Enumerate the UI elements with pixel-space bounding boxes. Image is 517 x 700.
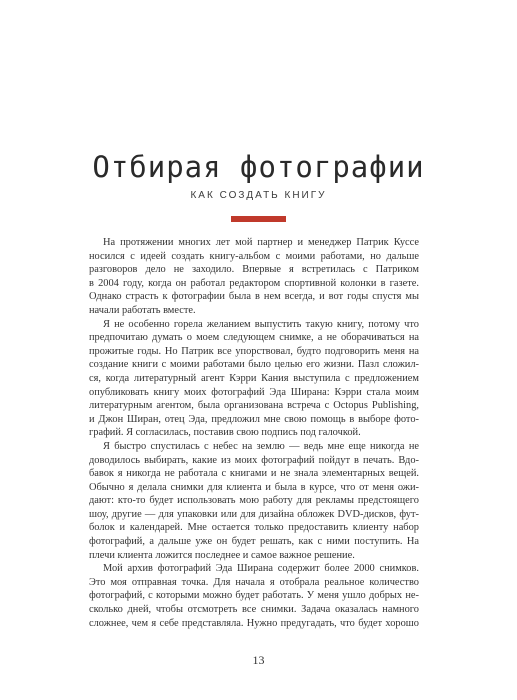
text-line: дают: кто-то будет использовать мою работу для рекламы предстоящего	[89, 495, 419, 507]
page-number: 13	[252, 653, 265, 667]
text-line: фотографий, а дальше уже он будет решать, как с ними поступить. На	[89, 536, 419, 548]
paragraph	[89, 318, 419, 440]
text-line: прожитые годы. Но Патрик все упорствовал, будто подговорить меня на	[89, 345, 419, 357]
text-line: фотографий, с которыми можно будет работать. У меня ушло добрых не-	[89, 590, 419, 602]
text-line: и Джон Ширан, отец Эда, предложил мне свою помощь в выборе фото-	[89, 413, 419, 425]
text-line: Мой архив фотографий Эда Ширана содержит более 2000 снимков.	[103, 563, 419, 575]
body-text	[89, 236, 419, 630]
text-line: бавок я никогда не работала с книгами и не знала элементарных вещей.	[89, 468, 419, 480]
text-line: в 2004 году, когда он работал редактором спортивной колонки в газете.	[89, 277, 419, 289]
text-line: предпочитаю думать о моем следующем снимке, а не оборачиваться на	[89, 332, 419, 344]
text-line: плечи клиента ложится последнее и самое важное решение.	[89, 549, 355, 561]
text-line: разговоров дело не заходило. Впервые я встретилась с Патриком	[89, 264, 419, 276]
chapter-title: Отбирая фотографии	[92, 150, 425, 184]
text-line: На протяжении многих лет мой партнер и менеджер Патрик Куссе	[103, 237, 419, 248]
text-line: литературным агентом, была организована встреча с Octopus Publishing,	[89, 400, 419, 412]
text-line: опубликовать книгу моих фотографий Эда Ширана: Кэрри стала моим	[89, 386, 419, 398]
text-line: носился с идеей создать книгу-альбом с моими работами, но дальше	[89, 250, 419, 262]
text-line: сколько дней, чтобы отсмотреть все снимки. Задача оказалась намного	[89, 604, 419, 616]
accent-rule	[231, 216, 286, 222]
text-line: Обычно я делала снимки для клиента и была в курсе, что от меня ожи-	[89, 481, 419, 493]
text-line: шоу, другие — для упаковки или для дизайна обложек DVD-дисков, фут-	[89, 508, 419, 520]
text-line: доводилось выбирать, какие из моих фотографий пойдут в печать. Вдо-	[89, 454, 419, 466]
text-line: создание книги с моими работами было целью его жизни. Пазл сложил-	[89, 359, 419, 371]
paragraph	[89, 562, 419, 630]
text-line: Я быстро спустилась с небес на землю — ведь мне еще никогда не	[103, 440, 419, 452]
text-line: ся, когда литературный агент Кэрри Кания выступила с предложением	[89, 372, 419, 384]
text-line: начали работать вместе.	[89, 304, 196, 316]
text-line: болок и календарей. Мне остается только предоставить клиенту набор	[89, 522, 419, 534]
paragraph	[89, 236, 419, 318]
text-line: Однако страсть к фотографии была в нем всегда, и вот годы спустя мы	[89, 291, 419, 303]
chapter-subtitle: КАК СОЗДАТЬ КНИГУ	[190, 190, 327, 201]
paragraph	[89, 440, 419, 562]
text-line: Я не особенно горела желанием выпустить такую книгу, потому что	[103, 318, 419, 330]
text-line: Это моя отправная точка. Для начала я отобрала реальное количество	[89, 576, 419, 588]
text-line: сложнее, чем я себе представляла. Нужно предугадать, что будет хорошо	[89, 617, 419, 629]
text-line: графий. Я согласилась, поставив свою подпись под галочкой.	[89, 427, 361, 439]
